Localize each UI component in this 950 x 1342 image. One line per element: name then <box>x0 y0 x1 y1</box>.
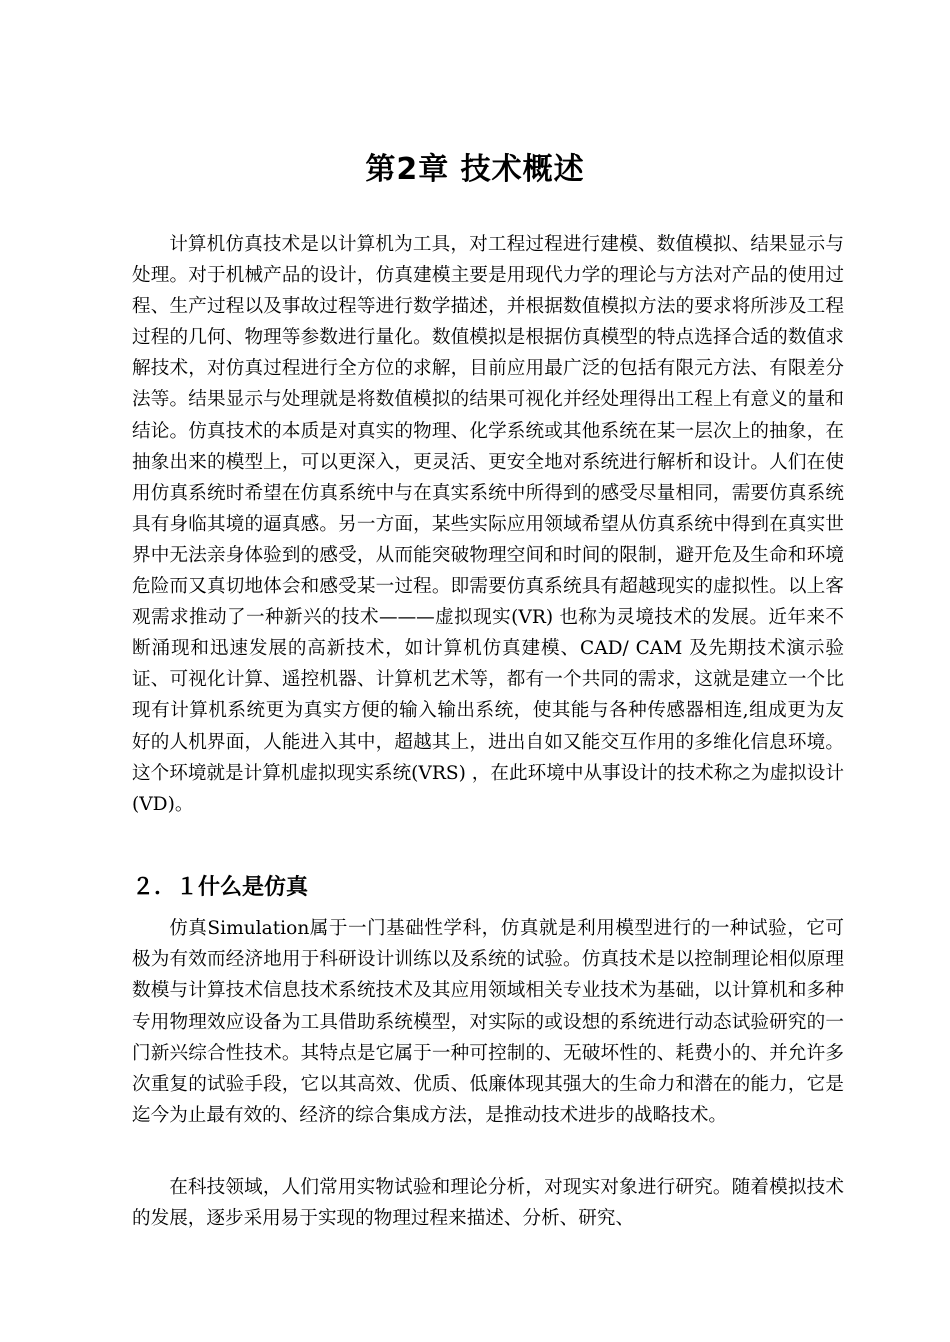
section-heading: ２．１什么是仿真 <box>132 875 309 900</box>
chapter-title: 第2章 技术概述 <box>365 152 585 187</box>
intro-paragraph: 计算机仿真技术是以计算机为工具，对工程过程进行建模、数值模拟、结果显示与处理。对于机械产品的设计，仿真建模主要是用现代力学的理论与方法对产品的使用过程、生产过程以及事故过程等进行数学描述，并根据数值模拟方法的要求将所涉及工程过程的几何、物理等参数进行量化。数值模拟是根据仿真模型的特点选择合适的数值求解技术，对仿真过程进行全方位的求解，目前应用最广泛的包括有限元方法、有限差分法等。结果显示与处理就是将数值模拟的结果可视化并经处理得出工程上有意义的量和结论。仿真技术的本质是对真实的物理、化学系统或其他系统在某一层次上的抽象，在抽象出来的模型上，可以更深入，更灵活、更安全地对系统进行解析和设计。人们在使用仿真系统时希望在仿真系统中与在真实系统中所得到的感受尽量相同，需要仿真系统具有身临其境的逼真感。另一方面，某些实际应用领域希望从仿真系统中得到在真实世界中无法亲身体验到的感受，从而能突破物理空间和时间的限制，避开危及生命和环境危险而又真切地体会和感受某一过程。即需要仿真系统具有超越现实的虚拟性。以上客观需求推动了一种新兴的技术———虚拟现实(VR) 也称为灵境技术的发展。近年来不断涌现和迅速发展的高新技术，如计算机仿真建模、CAD/ CAM 及先期技术演示验证、可视化计算、遥控机器、计算机艺术等，都有一个共同的需求，这就是建立一个比现有计算机系统更为真实方便的输入输出系统，使其能与各种传感器相连,组成更为友好的人机界面，人能进入其中，超越其上，进出自如又能交互作用的多维化信息环境。这个环境就是计算机虚拟现实系统(VRS) ，在此环境中从事设计的技术称之为虚拟设计(VD)。 <box>132 234 844 815</box>
section-paragraph: 仿真Simulation属于一门基础性学科，仿真就是利用模型进行的一种试验，它可极为有效而经济地用于科研设计训练以及系统的试验。仿真技术是以控制理论相似原理数模与计算技术信息技术系统技术及其应用领域相关专业技术为基础，以计算机和多种专用物理效应设备为工具借助系统模型，对实际的或设想的系统进行动态试验研究的一门新兴综合性技术。其特点是它属于一种可控制的、无破坏性的、耗费小的、并允许多次重复的试验手段，它以其高效、优质、低廉体现其强大的生命力和潜在的能力，它是迄今为止最有效的、经济的综合集成方法，是推动技术进步的战略技术。 <box>132 918 844 1127</box>
section-paragraph: 在科技领域，人们常用实物试验和理论分析，对现实对象进行研究。随着模拟技术的发展，逐步采用易于实现的物理过程来描述、分析、研究、 <box>132 1177 844 1230</box>
